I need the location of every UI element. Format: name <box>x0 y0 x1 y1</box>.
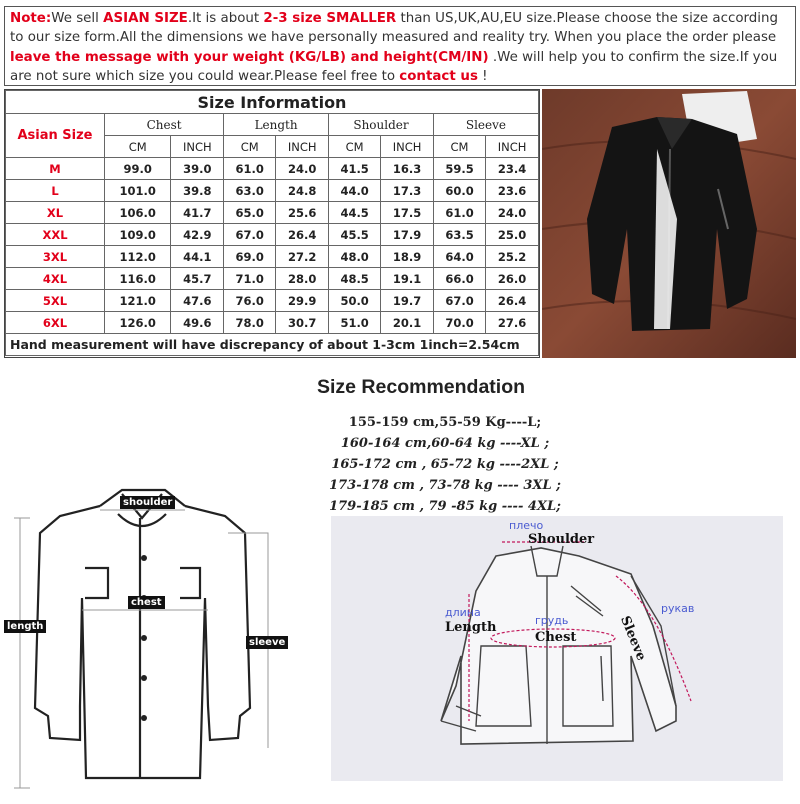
shirt-chest-label: chest <box>128 596 165 609</box>
size-value-cell: 121.0 <box>105 290 171 312</box>
size-row <box>6 202 539 224</box>
size-value-cell: 29.9 <box>276 290 329 312</box>
jacket-diagram <box>331 516 783 781</box>
size-value-cell: 30.7 <box>276 312 329 334</box>
size-table-wrap <box>4 89 540 358</box>
note-text-4: .We will help you to confirm the size.If you are not sure which size you could wear.Please feel free to <box>10 49 778 84</box>
jacket-sleeve-label: Sleeve <box>617 614 649 663</box>
size-value-cell: 44.5 <box>329 202 381 224</box>
size-value-cell: 44.1 <box>171 246 224 268</box>
size-note <box>4 6 796 86</box>
jacket-sleeve-ru: рукав <box>661 602 695 615</box>
jacket-chest-label: Chest <box>535 630 577 645</box>
jacket-length-ru: длина <box>445 606 481 619</box>
size-value-cell: 64.0 <box>433 246 485 268</box>
size-value-cell: 23.6 <box>486 180 539 202</box>
size-value-cell: 101.0 <box>105 180 171 202</box>
size-value-cell: 48.5 <box>329 268 381 290</box>
size-value-cell: 109.0 <box>105 224 171 246</box>
size-value-cell: 19.1 <box>381 268 434 290</box>
note-text-5: ! <box>477 68 488 84</box>
size-value-cell: 63.5 <box>433 224 485 246</box>
size-value-cell: 47.6 <box>171 290 224 312</box>
size-value-cell: 70.0 <box>433 312 485 334</box>
note-prefix: Note: <box>10 11 52 26</box>
size-value-cell: 25.0 <box>486 224 539 246</box>
size-value-cell: 45.5 <box>329 224 381 246</box>
size-value-cell: 51.0 <box>329 312 381 334</box>
recommendation-list <box>280 412 610 517</box>
size-value-cell: 59.5 <box>433 158 485 180</box>
size-label: 5XL <box>6 290 105 312</box>
size-value-cell: 17.5 <box>381 202 434 224</box>
size-table <box>5 90 539 356</box>
size-value-cell: 69.0 <box>224 246 276 268</box>
jacket-shoulder-label: Shoulder <box>528 532 595 547</box>
unit-cell: CM <box>105 136 171 158</box>
contact-us-link[interactable]: contact us <box>399 68 478 84</box>
shirt-sleeve-label: sleeve <box>246 636 288 649</box>
size-value-cell: 48.0 <box>329 246 381 268</box>
size-value-cell: 24.8 <box>276 180 329 202</box>
size-value-cell: 61.0 <box>433 202 485 224</box>
size-value-cell: 25.6 <box>276 202 329 224</box>
note-text-2: .It is about <box>187 11 264 26</box>
table-title: Size Information <box>6 91 539 114</box>
size-value-cell: 126.0 <box>105 312 171 334</box>
asian-size-emphasis: ASIAN SIZE <box>103 11 188 26</box>
size-value-cell: 17.3 <box>381 180 434 202</box>
table-footer: Hand measurement will have discrepancy of about 1-3cm 1inch=2.54cm <box>6 334 539 356</box>
size-value-cell: 18.9 <box>381 246 434 268</box>
size-value-cell: 41.5 <box>329 158 381 180</box>
rec-line: 160-164 cm,60-64 kg ----XL ; <box>340 436 550 451</box>
unit-cell: CM <box>224 136 276 158</box>
chest-header: Chest <box>105 114 224 136</box>
rec-line: 155-159 cm,55-59 Kg----L; <box>348 415 542 430</box>
note-text-1: We sell <box>51 11 104 26</box>
shirt-length-label: length <box>4 620 46 633</box>
size-rows <box>6 158 539 334</box>
size-label: L <box>6 180 105 202</box>
shoulder-header: Shoulder <box>329 114 434 136</box>
length-header: Length <box>224 114 329 136</box>
size-value-cell: 99.0 <box>105 158 171 180</box>
size-value-cell: 67.0 <box>433 290 485 312</box>
size-value-cell: 17.9 <box>381 224 434 246</box>
size-value-cell: 71.0 <box>224 268 276 290</box>
size-label: 3XL <box>6 246 105 268</box>
size-value-cell: 116.0 <box>105 268 171 290</box>
size-value-cell: 27.6 <box>486 312 539 334</box>
shirt-diagram <box>0 448 290 800</box>
jacket-photo <box>542 89 796 358</box>
jacket-shoulder-ru: плечо <box>509 519 544 532</box>
rec-line: 173-178 cm , 73-78 kg ---- 3XL ; <box>329 478 561 493</box>
jacket-chest-ru: грудь <box>535 614 569 627</box>
size-row <box>6 246 539 268</box>
size-value-cell: 39.8 <box>171 180 224 202</box>
size-value-cell: 24.0 <box>486 202 539 224</box>
size-label: XXL <box>6 224 105 246</box>
size-value-cell: 27.2 <box>276 246 329 268</box>
size-row <box>6 268 539 290</box>
size-value-cell: 39.0 <box>171 158 224 180</box>
unit-cell: INCH <box>486 136 539 158</box>
unit-cell: INCH <box>381 136 434 158</box>
size-value-cell: 76.0 <box>224 290 276 312</box>
size-value-cell: 23.4 <box>486 158 539 180</box>
size-value-cell: 20.1 <box>381 312 434 334</box>
unit-cell: CM <box>329 136 381 158</box>
size-row <box>6 290 539 312</box>
size-value-cell: 26.0 <box>486 268 539 290</box>
size-value-cell: 66.0 <box>433 268 485 290</box>
asian-size-header: Asian Size <box>6 114 105 158</box>
unit-cell: INCH <box>276 136 329 158</box>
size-value-cell: 61.0 <box>224 158 276 180</box>
size-value-cell: 65.0 <box>224 202 276 224</box>
size-value-cell: 50.0 <box>329 290 381 312</box>
unit-cell: INCH <box>171 136 224 158</box>
size-value-cell: 25.2 <box>486 246 539 268</box>
size-value-cell: 106.0 <box>105 202 171 224</box>
recommendation-title: Size Recommendation <box>317 376 526 398</box>
smaller-emphasis: 2-3 size SMALLER <box>263 11 397 26</box>
size-label: 4XL <box>6 268 105 290</box>
sleeve-header: Sleeve <box>433 114 538 136</box>
leave-message-emphasis: leave the message with your weight (KG/LB) and height(CM/IN) <box>10 49 489 65</box>
note-text-3: than US,UK,AU,EU size.Please choose the size according to our size form.All the dimensions we have personally measured and reality try. When you place the order please <box>10 11 778 46</box>
size-value-cell: 26.4 <box>276 224 329 246</box>
size-row <box>6 158 539 180</box>
size-row <box>6 180 539 202</box>
size-label: XL <box>6 202 105 224</box>
size-value-cell: 24.0 <box>276 158 329 180</box>
size-label: 6XL <box>6 312 105 334</box>
unit-cell: CM <box>433 136 485 158</box>
size-value-cell: 42.9 <box>171 224 224 246</box>
size-value-cell: 63.0 <box>224 180 276 202</box>
size-value-cell: 41.7 <box>171 202 224 224</box>
rec-line: 165-172 cm , 65-72 kg ----2XL ; <box>331 457 559 472</box>
size-value-cell: 49.6 <box>171 312 224 334</box>
size-value-cell: 45.7 <box>171 268 224 290</box>
size-value-cell: 28.0 <box>276 268 329 290</box>
size-value-cell: 67.0 <box>224 224 276 246</box>
size-value-cell: 16.3 <box>381 158 434 180</box>
jacket-outline <box>331 516 783 781</box>
size-row <box>6 224 539 246</box>
size-value-cell: 19.7 <box>381 290 434 312</box>
size-value-cell: 60.0 <box>433 180 485 202</box>
size-label: M <box>6 158 105 180</box>
rec-line: 179-185 cm , 79 -85 kg ---- 4XL; <box>329 499 561 514</box>
size-value-cell: 112.0 <box>105 246 171 268</box>
size-value-cell: 78.0 <box>224 312 276 334</box>
jacket-length-label: Length <box>445 620 497 635</box>
size-value-cell: 26.4 <box>486 290 539 312</box>
size-row <box>6 312 539 334</box>
shirt-shoulder-label: shoulder <box>120 496 175 509</box>
size-value-cell: 44.0 <box>329 180 381 202</box>
